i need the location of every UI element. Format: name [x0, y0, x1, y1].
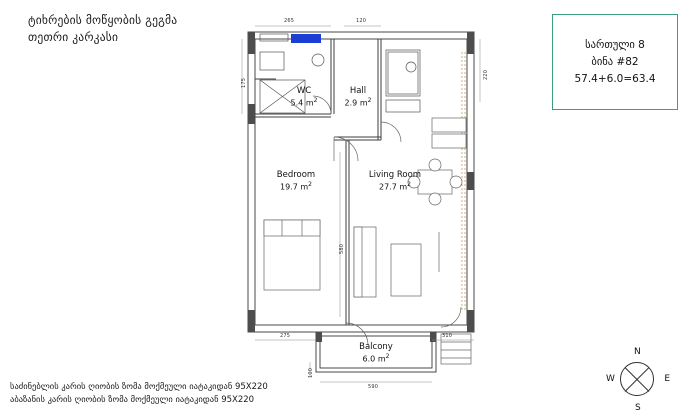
- info-apartment-number: ბინა #82: [591, 56, 639, 68]
- room-label-hall: Hall 2.9 $m^2$: [344, 86, 372, 109]
- floor-plan: [236, 18, 489, 394]
- info-area-sum: 57.4+6.0=63.4: [574, 73, 656, 85]
- dimension-bottom-275: 275: [280, 333, 291, 339]
- compass-east-label: E: [664, 374, 670, 384]
- apartment-info-box: [552, 14, 678, 110]
- footer-notes: [10, 381, 268, 408]
- compass-west-label: W: [606, 374, 615, 384]
- compass-rose: [606, 348, 670, 412]
- title-line-2: თეთრი კარკასი: [28, 29, 119, 44]
- room-label-bedroom: Bedroom 19.7 $m^2$: [276, 170, 316, 193]
- dimension-bottom-100: 100: [308, 367, 314, 378]
- title-line-1: ტიხრების მოწყობის გეგმა: [28, 13, 178, 27]
- footer-note-2: აბაზანის კარის ღიობის ზომა მოქმეული იატაკიდან 95X220: [10, 395, 255, 406]
- dimension-bottom-590: 590: [368, 384, 379, 390]
- dimension-right-upper: 220: [483, 69, 489, 80]
- room-label-wc: WC 5.4 $m^2$: [290, 86, 318, 109]
- compass-north-label: N: [634, 347, 641, 357]
- dimension-top-mid: 120: [356, 18, 367, 24]
- dimension-center-vertical: 580: [339, 243, 345, 254]
- dimension-left-vertical: 175: [241, 77, 247, 88]
- dimension-top-left: 265: [284, 18, 295, 24]
- info-floor: სართული 8: [585, 39, 645, 51]
- room-label-living-room: Living Room 27.7 $m^2$: [368, 170, 422, 193]
- drawing-title: [28, 12, 177, 45]
- footer-note-1: საძინებლის კარის ღიობის ზომა მოქმეული იატაკიდან 95X220: [10, 381, 268, 392]
- room-label-balcony: Balcony 6.0 $m^2$: [359, 342, 393, 365]
- compass-south-label: S: [635, 403, 641, 413]
- dimension-bottom-310: 310: [442, 333, 453, 339]
